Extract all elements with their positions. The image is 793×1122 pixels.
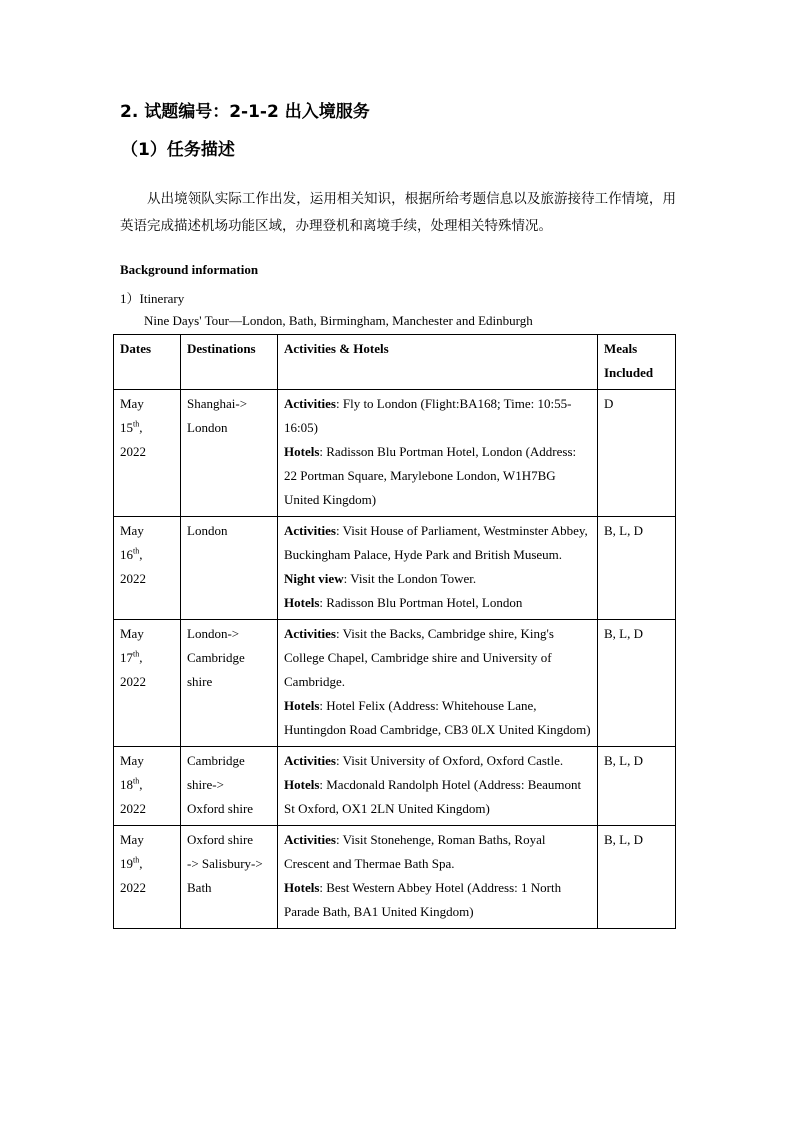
destination-cell <box>181 390 278 517</box>
date-day: 18th, <box>120 776 143 792</box>
activity-entry <box>284 567 591 591</box>
activity-text: : Radisson Blu Portman Hotel, London <box>319 595 523 610</box>
activity-label: Activities <box>284 396 336 411</box>
table-row <box>114 620 676 747</box>
meals-cell: B, L, D <box>598 620 676 747</box>
activities-cell <box>278 747 598 826</box>
destination-line: shire-> <box>187 777 224 792</box>
date-day-number: 19 <box>120 856 133 871</box>
background-title: Background information <box>120 262 259 277</box>
activity-entry <box>284 519 591 567</box>
date-cell <box>114 826 181 929</box>
destination-cell <box>181 747 278 826</box>
activity-label: Activities <box>284 626 336 641</box>
table-row <box>114 747 676 826</box>
header-destinations: Destinations <box>181 335 278 390</box>
activities-cell <box>278 390 598 517</box>
date-cell <box>114 390 181 517</box>
date-cell <box>114 517 181 620</box>
activity-label: Hotels <box>284 880 320 895</box>
date-day-suffix: th <box>133 419 140 429</box>
table-row <box>114 517 676 620</box>
activity-text: : Fly to London (Flight:BA168; Time: 10:55-16:05) <box>284 396 572 435</box>
header-activities: Activities & Hotels <box>278 335 598 390</box>
date-month: May <box>120 626 144 641</box>
table-row <box>114 826 676 929</box>
activity-entry <box>284 591 591 615</box>
activity-label: Hotels <box>284 777 320 792</box>
date-day-number: 16 <box>120 547 133 562</box>
meals-cell: B, L, D <box>598 747 676 826</box>
table-header-row <box>114 335 676 390</box>
section-heading: 2. 试题编号：2-1-2 出入境服务 <box>120 102 370 122</box>
date-day: 15th, <box>120 419 143 435</box>
tour-title: Nine Days' Tour—London, Bath, Birmingham, Manchester and Edinburgh <box>144 313 533 328</box>
activity-entry <box>284 876 591 924</box>
date-day-suffix: th <box>133 855 140 865</box>
date-day-number: 15 <box>120 420 133 435</box>
destination-line: London <box>187 420 228 435</box>
destination-line: -> Salisbury-> <box>187 856 263 871</box>
date-cell <box>114 620 181 747</box>
activity-entry <box>284 694 591 742</box>
activity-entry <box>284 773 591 821</box>
activity-entry <box>284 749 591 773</box>
meals-cell: D <box>598 390 676 517</box>
activity-label: Activities <box>284 523 336 538</box>
activities-cell <box>278 826 598 929</box>
date-year: 2022 <box>120 444 146 459</box>
date-month: May <box>120 396 144 411</box>
destination-line: Cambridge <box>187 650 245 665</box>
date-cell <box>114 747 181 826</box>
activity-text: : Visit the Backs, Cambridge shire, King's College Chapel, Cambridge shire and University of Cambridge. <box>284 626 554 689</box>
date-day-suffix: th <box>133 776 140 786</box>
date-day-number: 18 <box>120 777 133 792</box>
destination-cell <box>181 620 278 747</box>
activity-label: Activities <box>284 832 336 847</box>
activity-text: : Hotel Felix (Address: Whitehouse Lane, Huntingdon Road Cambridge, CB3 0LX United Kingdom) <box>284 698 591 737</box>
destination-line: Cambridge <box>187 753 245 768</box>
destination-line: Bath <box>187 880 212 895</box>
itinerary-table <box>113 334 676 929</box>
activity-label: Night view <box>284 571 344 586</box>
date-year: 2022 <box>120 674 146 689</box>
table-body <box>114 390 676 929</box>
activity-entry <box>284 440 591 512</box>
date-day-number: 17 <box>120 650 133 665</box>
date-year: 2022 <box>120 571 146 586</box>
destination-line: Oxford shire <box>187 801 254 816</box>
task-description-heading: （1）任务描述 <box>121 140 235 160</box>
task-description-paragraph: 从出境领队实际工作出发，运用相关知识，根据所给考题信息以及旅游接待工作情境，用英语完成描述机场功能区域，办理登机和离境手续，处理相关特殊情况。 <box>120 191 676 234</box>
activity-label: Activities <box>284 753 336 768</box>
activity-text: : Radisson Blu Portman Hotel, London (Address: 22 Portman Square, Marylebone London, W1H7BG United Kingdom) <box>284 444 577 507</box>
destination-cell <box>181 826 278 929</box>
date-month: May <box>120 753 144 768</box>
header-dates: Dates <box>114 335 181 390</box>
date-day: 19th, <box>120 855 143 871</box>
activity-entry <box>284 828 591 876</box>
destination-line: shire <box>187 674 213 689</box>
destination-line: London <box>187 523 228 538</box>
date-day: 17th, <box>120 649 143 665</box>
destination-line: Shanghai-> <box>187 396 248 411</box>
date-month: May <box>120 523 144 538</box>
activity-label: Hotels <box>284 698 320 713</box>
activity-text: : Visit University of Oxford, Oxford Castle. <box>335 753 564 768</box>
activity-label: Hotels <box>284 444 320 459</box>
header-meals: Meals Included <box>598 335 676 390</box>
destination-line: Oxford shire <box>187 832 254 847</box>
activity-text: : Visit Stonehenge, Roman Baths, Royal Crescent and Thermae Bath Spa. <box>284 832 546 871</box>
destination-cell <box>181 517 278 620</box>
meals-cell: B, L, D <box>598 517 676 620</box>
activity-label: Hotels <box>284 595 320 610</box>
activities-cell <box>278 620 598 747</box>
destination-line: London-> <box>187 626 240 641</box>
date-year: 2022 <box>120 801 146 816</box>
itinerary-label: 1）Itinerary <box>120 291 185 306</box>
activity-entry <box>284 622 591 694</box>
activity-text: : Visit House of Parliament, Westminster Abbey, Buckingham Palace, Hyde Park and British Museum. <box>284 523 588 562</box>
date-day: 16th, <box>120 546 143 562</box>
activity-text: : Macdonald Randolph Hotel (Address: Beaumont St Oxford, OX1 2LN United Kingdom) <box>284 777 582 816</box>
meals-cell: B, L, D <box>598 826 676 929</box>
date-month: May <box>120 832 144 847</box>
date-day-suffix: th <box>133 649 140 659</box>
date-day-suffix: th <box>133 546 140 556</box>
activity-text: : Visit the London Tower. <box>343 571 477 586</box>
activities-cell <box>278 517 598 620</box>
activity-text: : Best Western Abbey Hotel (Address: 1 North Parade Bath, BA1 United Kingdom) <box>284 880 562 919</box>
table-row <box>114 390 676 517</box>
date-year: 2022 <box>120 880 146 895</box>
activity-entry <box>284 392 591 440</box>
